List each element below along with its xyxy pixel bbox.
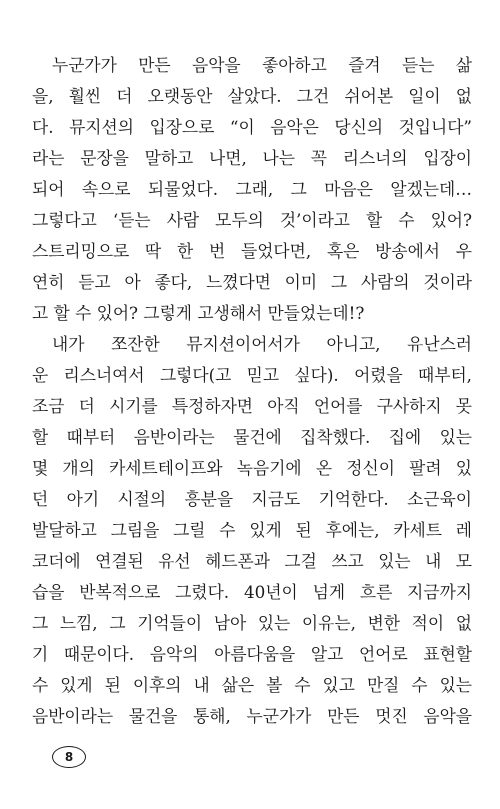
page-body: [32, 50, 472, 732]
text-line: 발달하고 그림을 그릴 수 있게 된 후에는, 카세트 레: [32, 520, 472, 540]
text-line: 고 할 수 있어? 그렇게 고생해서 만들었는데!?: [32, 303, 365, 323]
text-line: 스트리밍으로 딱 한 번 들었다면, 혹은 방송에서 우: [32, 241, 472, 261]
text-line: 연히 듣고 아 좋다, 느꼈다면 이미 그 사람의 것이라: [32, 272, 472, 292]
text-line: 내가 쪼잔한 뮤지션이어서가 아니고, 유난스러: [52, 334, 472, 354]
text-line: 그렇다고 ‘듣는 사람 모두의 것’이라고 할 수 있어?: [32, 210, 472, 230]
text-line: 음반이라는 물건을 통해, 누군가가 만든 멋진 음악을: [32, 706, 472, 726]
text-line: 몇 개의 카세트테이프와 녹음기에 온 정신이 팔려 있: [32, 458, 472, 478]
text-line: 할 때부터 음반이라는 물건에 집착했다. 집에 있는: [32, 427, 472, 447]
text-line: 던 아기 시절의 흥분을 지금도 기억한다. 소근육이: [32, 489, 472, 509]
text-line: 누군가가 만든 음악을 좋아하고 즐겨 듣는 삶: [52, 55, 472, 75]
paragraph-1: [32, 50, 472, 329]
page-number: [52, 746, 86, 768]
page-number-label: 8: [64, 750, 74, 764]
text-line: 습을 반복적으로 그렸다. 40년이 넘게 흐른 지금까지: [32, 582, 472, 602]
text-line: 을, 훨씬 더 오랫동안 살았다. 그건 쉬어본 일이 없: [32, 86, 472, 106]
text-line: 코더에 연결된 유선 헤드폰과 그걸 쓰고 있는 내 모: [32, 551, 472, 571]
text-line: 운 리스너여서 그렇다(고 믿고 싶다). 어렸을 때부터,: [32, 365, 472, 385]
text-line: 되어 속으로 되물었다. 그래, 그 마음은 알겠는데…: [32, 179, 472, 199]
paragraph-2: [32, 329, 472, 732]
text-line: 그 느낌, 그 기억들이 남아 있는 이유는, 변한 적이 없: [32, 613, 472, 633]
text-line: 라는 문장을 말하고 나면, 나는 꼭 리스너의 입장이: [32, 148, 472, 168]
text-line: 수 있게 된 이후의 내 삶은 볼 수 있고 만질 수 있는: [32, 675, 472, 695]
text-line: 기 때문이다. 음악의 아름다움을 알고 언어로 표현할: [32, 644, 472, 664]
text-line: 조금 더 시기를 특정하자면 아직 언어를 구사하지 못: [32, 396, 472, 416]
text-line: 다. 뮤지션의 입장으로 “이 음악은 당신의 것입니다”: [32, 117, 472, 137]
